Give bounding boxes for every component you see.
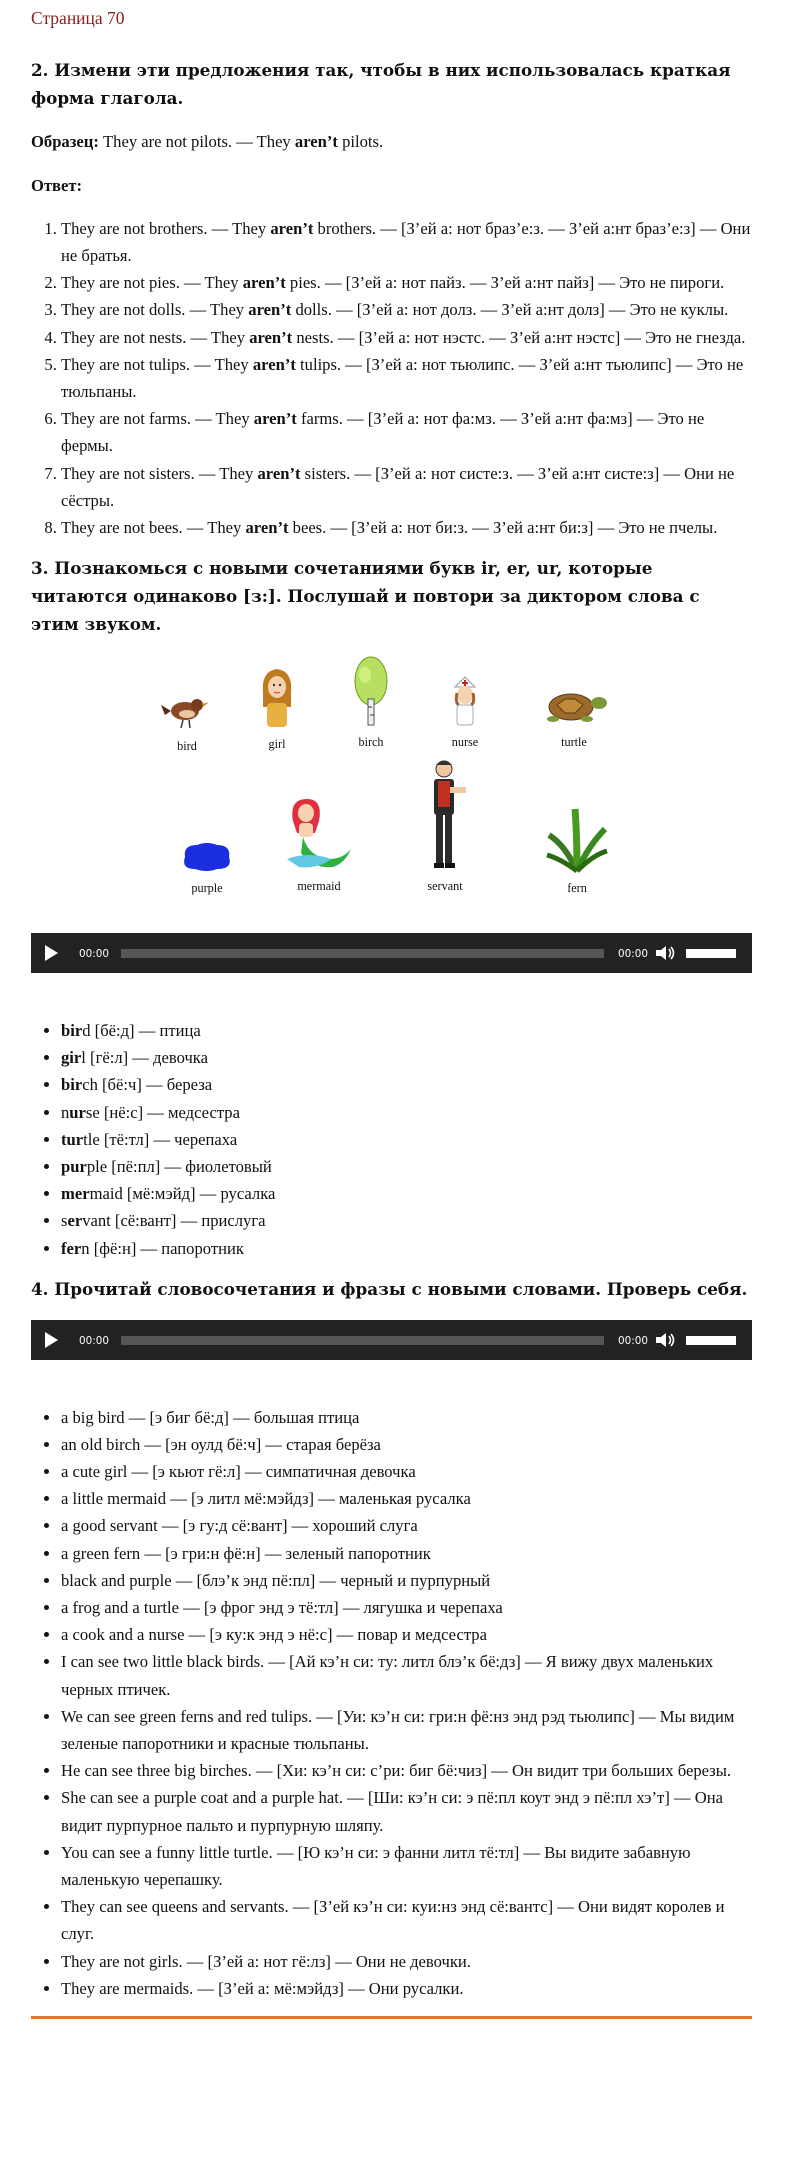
picture-label: mermaid [297,878,341,893]
sample-label: Образец: [31,132,99,152]
picture-mermaid [279,793,359,894]
volume-slider[interactable] [686,949,736,958]
content [0,4,752,2019]
picture-girl [253,663,301,752]
sample-end: pilots. [342,132,384,152]
servant-icon [420,759,470,871]
list-item: • an old birch — [эн оулд бё:ч] — старая берёза [61,1431,752,1458]
list-item: • a green fern — [э гри:н фё:н] — зеленый папоротник [61,1540,752,1567]
picture-label: birch [358,734,384,749]
sample-short-form: aren’t [294,132,338,152]
list-item: • mermaid [мё:мэйд] — русалка [61,1180,752,1207]
picture-bird [157,691,217,754]
picture-fern [545,805,609,896]
list-item: 8. They are not bees. — They aren’t bees. — [З’ей а: нот би:з. — З’ей а:нт би:з] — Это не пчелы. [61,514,752,541]
list-item: • She can see a purple coat and a purple hat. — [Ши: кэ’н си: э пё:пл коут энд э пё:пл хэ’т] — Она видит пурпурное пальто и пурпурную шляпу. [61,1784,752,1838]
list-item: 1. They are not brothers. — They aren’t brothers. — [З’ей а: нот браз’е:з. — З’ей а:нт браз’е:з] — Они не братья. [61,215,752,269]
answer-label: Ответ: [31,175,83,195]
picture-label: purple [191,880,223,895]
list-item: • a cute girl — [э кьют гё:л] — симпатичная девочка [61,1458,752,1485]
list-item: • purple [пё:пл] — фиолетовый [61,1153,752,1180]
page-number: Страница 70 [31,8,125,28]
list-item: • a little mermaid — [э литл мё:мэйдз] — маленькая русалка [61,1485,752,1512]
picture-purple [179,839,235,896]
volume-slider[interactable] [686,1336,736,1345]
list-item: • black and purple — [блэ’к энд пё:пл] — черный и пурпурный [61,1567,752,1594]
list-item: • a cook and a nurse — [э ку:к энд э нё:с] — повар и медсестра [61,1621,752,1648]
picture-servant [413,759,477,894]
fern-icon [545,805,609,873]
picture-label: nurse [451,734,479,749]
answer-list [31,215,752,541]
list-item: 6. They are not farms. — They aren’t farms. — [З’ей а: нот фа:мз. — З’ей а:нт фа:мз] — Это не фермы. [61,405,752,459]
list-item: • turtle [тё:тл] — черепаха [61,1126,752,1153]
list-item: • a big bird — [э биг бё:д] — большая птица [61,1404,752,1431]
audio-player-1 [31,933,752,973]
bird-icon [159,691,215,731]
word-list [31,1017,752,1262]
nurse-icon [449,673,481,727]
list-item: 7. They are not sisters. — They aren’t sisters. — [З’ей а: нот систе:з. — З’ей а:нт систе:з] — Они не сёстры. [61,460,752,514]
play-icon[interactable] [45,1332,58,1348]
play-icon[interactable] [45,945,58,961]
duration: 00:00 [618,1334,648,1347]
exercise-2-heading: 2. Измени эти предложения так, чтобы в них использовалась краткая форма глагола. [31,59,731,108]
volume-icon[interactable] [656,945,676,961]
list-item: 5. They are not tulips. — They aren’t tulips. — [З’ей а: нот тьюлипс. — З’ей а:нт тьюлипс] — Это не тюльпаны. [61,351,752,405]
picture-turtle [539,685,609,750]
list-item: • They are mermaids. — [З’ей а: мё:мэйдз] — Они русалки. [61,1975,752,2002]
picture-nurse [441,673,489,750]
duration: 00:00 [618,947,648,960]
picture-birch [347,655,395,750]
list-item: • a frog and a turtle — [э фрог энд э тё:тл] — лягушка и черепаха [61,1594,752,1621]
list-item: • We can see green ferns and red tulips. — [Уи: кэ’н си: гри:н фё:нз энд рэд тьюлипс] — Мы видим зеленые папоротники и красные тюльпаны. [61,1703,752,1757]
phrase-list [31,1404,752,2002]
picture-label: servant [427,878,463,893]
current-time: 00:00 [79,1334,109,1347]
picture-label: bird [177,738,197,753]
list-item: • bird [бё:д] — птица [61,1017,752,1044]
turtle-icon [539,685,609,727]
progress-track[interactable] [121,1336,604,1345]
sample-text: They are not pilots. — They [103,132,291,152]
word-pictures [31,655,752,917]
sample-line [31,128,752,155]
list-item: 4. They are not nests. — They aren’t nests. — [З’ей а: нот нэстс. — З’ей а:нт нэстс] — Это не гнезда. [61,324,752,351]
audio-player-2 [31,1320,752,1360]
list-item: • girl [гё:л] — девочка [61,1044,752,1071]
exercise-4-heading: 4. Прочитай словосочетания и фразы с новыми словами. Проверь себя. [31,1278,748,1299]
list-item: • a good servant — [э гу:д сё:вант] — хороший слуга [61,1512,752,1539]
birch-icon [351,655,391,727]
list-item: • servant [сё:вант] — прислуга [61,1207,752,1234]
progress-track[interactable] [121,949,604,958]
list-item: 2. They are not pies. — They aren’t pies. — [З’ей а: нот пайз. — З’ей а:нт пайз] — Это не пироги. [61,269,752,296]
list-item: • I can see two little black birds. — [Ай кэ’н си: ту: литл блэ’к бё:дз] — Я вижу двух маленьких черных птичек. [61,1648,752,1702]
girl-icon [257,663,297,729]
list-item: • He can see three big birches. — [Хи: кэ’н си: с’ри: биг бё:чиз] — Он видит три больших березы. [61,1757,752,1784]
list-item: • fern [фё:н] — папоротник [61,1235,752,1262]
orange-divider [31,2016,752,2019]
list-item: 3. They are not dolls. — They aren’t dolls. — [З’ей а: нот долз. — З’ей а:нт долз] — Это не куклы. [61,296,752,323]
picture-label: girl [268,736,286,751]
picture-label: turtle [561,734,587,749]
list-item: • You can see a funny little turtle. — [Ю кэ’н си: э фанни литл тё:тл] — Вы видите забавную маленькую черепашку. [61,1839,752,1893]
list-item: • They are not girls. — [З’ей а: нот гё:лз] — Они не девочки. [61,1948,752,1975]
volume-icon[interactable] [656,1332,676,1348]
purple-blob-icon [179,839,235,873]
list-item: • birch [бё:ч] — береза [61,1071,752,1098]
mermaid-icon [279,793,359,871]
exercise-3-heading: 3. Познакомься с новыми сочетаниями букв ir, er, ur, которые читаются одинаково [з:]. Послушай и повтори за диктором слова с этим звуком. [31,558,700,635]
current-time: 00:00 [79,947,109,960]
picture-label: fern [567,880,587,895]
list-item: • They can see queens and servants. — [З’ей кэ’н си: куи:нз энд сё:вантс] — Они видят королев и слуг. [61,1893,752,1947]
list-item: • nurse [нё:с] — медсестра [61,1099,752,1126]
